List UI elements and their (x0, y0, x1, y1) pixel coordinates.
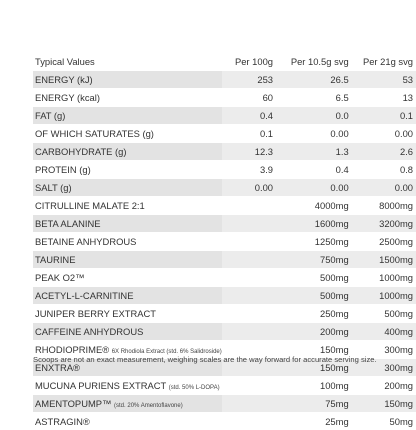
value-per-10-5g-serving: 1.3 (276, 143, 352, 161)
table-row (33, 107, 416, 125)
ingredient-name (33, 161, 222, 179)
value-per-21g-serving: 300mg (352, 341, 416, 359)
header-per-100g: Per 100g (222, 54, 276, 71)
ingredient-label: JUNIPER BERRY EXTRACT (35, 308, 156, 319)
ingredient-label: BETAINE ANHYDROUS (35, 236, 136, 247)
value-per-10-5g-serving: 0.00 (276, 125, 352, 143)
value-per-10-5g-serving: 250mg (276, 305, 352, 323)
value-per-21g-serving: 0.1 (352, 107, 416, 125)
ingredient-name (33, 377, 222, 395)
table-row (33, 377, 416, 395)
value-per-10-5g-serving: 200mg (276, 323, 352, 341)
value-per-100g (222, 323, 276, 341)
table-row (33, 251, 416, 269)
table-row (33, 89, 416, 107)
serving-size-footnote: Scoops are not an exact measurement, weighing scales are the way forward for accurate serving size. (33, 355, 393, 364)
ingredient-label: MUCUNA PURIENS EXTRACT (35, 380, 166, 391)
table-row (33, 215, 416, 233)
value-per-100g: 12.3 (222, 143, 276, 161)
value-per-10-5g-serving: 150mg (276, 341, 352, 359)
value-per-21g-serving: 0.8 (352, 161, 416, 179)
value-per-100g (222, 395, 276, 413)
value-per-100g: 0.1 (222, 125, 276, 143)
ingredient-label: ENERGY (kJ) (35, 74, 93, 85)
ingredient-label: RHODIOPRIME® (35, 344, 109, 355)
ingredient-label: ENERGY (kcal) (35, 92, 100, 103)
ingredient-label: CARBOHYDRATE (g) (35, 146, 127, 157)
ingredient-name (33, 287, 222, 305)
value-per-10-5g-serving: 500mg (276, 269, 352, 287)
table-row (33, 395, 416, 413)
ingredient-name (33, 179, 222, 197)
value-per-21g-serving: 400mg (352, 323, 416, 341)
value-per-21g-serving: 1500mg (352, 251, 416, 269)
value-per-10-5g-serving: 26.5 (276, 71, 352, 89)
value-per-10-5g-serving: 4000mg (276, 197, 352, 215)
ingredient-name (33, 71, 222, 89)
ingredient-label: ENXTRA® (35, 362, 80, 373)
value-per-100g (222, 197, 276, 215)
ingredient-name (33, 323, 222, 341)
table-row (33, 305, 416, 323)
nutrition-table (33, 54, 416, 430)
value-per-100g (222, 413, 276, 430)
value-per-10-5g-serving: 750mg (276, 251, 352, 269)
value-per-10-5g-serving: 6.5 (276, 89, 352, 107)
table-row (33, 161, 416, 179)
table-row (33, 287, 416, 305)
table-row (33, 179, 416, 197)
value-per-21g-serving: 150mg (352, 395, 416, 413)
table-row (33, 125, 416, 143)
ingredient-label: SALT (g) (35, 182, 72, 193)
header-per-10-5g-serving: Per 10.5g svg (276, 54, 352, 71)
value-per-21g-serving: 1000mg (352, 287, 416, 305)
value-per-10-5g-serving: 1250mg (276, 233, 352, 251)
value-per-21g-serving: 8000mg (352, 197, 416, 215)
ingredient-label: CITRULLINE MALATE 2:1 (35, 200, 145, 211)
ingredient-name (33, 197, 222, 215)
ingredient-name (33, 233, 222, 251)
ingredient-label: AMENTOPUMP™ (35, 398, 111, 409)
ingredient-note: (std. 20% Amentoflavone) (114, 403, 183, 409)
table-row (33, 269, 416, 287)
ingredient-name (33, 125, 222, 143)
value-per-21g-serving: 0.00 (352, 179, 416, 197)
table-row (33, 143, 416, 161)
value-per-21g-serving: 500mg (352, 305, 416, 323)
ingredient-name (33, 89, 222, 107)
ingredient-name (33, 107, 222, 125)
value-per-21g-serving: 1000mg (352, 269, 416, 287)
value-per-10-5g-serving: 100mg (276, 377, 352, 395)
ingredient-name (33, 251, 222, 269)
ingredient-name (33, 305, 222, 323)
value-per-100g (222, 233, 276, 251)
value-per-21g-serving: 200mg (352, 377, 416, 395)
value-per-100g (222, 269, 276, 287)
value-per-100g (222, 377, 276, 395)
value-per-100g: 60 (222, 89, 276, 107)
table-row (33, 413, 416, 430)
value-per-100g: 3.9 (222, 161, 276, 179)
ingredient-label: ASTRAGIN® (35, 416, 90, 427)
ingredient-label: PEAK O2™ (35, 272, 85, 283)
value-per-100g: 0.4 (222, 107, 276, 125)
ingredient-note: (std. 50% L-DOPA) (169, 385, 220, 391)
value-per-10-5g-serving: 0.0 (276, 107, 352, 125)
value-per-21g-serving: 50mg (352, 413, 416, 430)
ingredient-name (33, 395, 222, 413)
ingredient-label: BETA ALANINE (35, 218, 100, 229)
value-per-100g: 0.00 (222, 179, 276, 197)
value-per-21g-serving: 53 (352, 71, 416, 89)
ingredient-label: ACETYL-L-CARNITINE (35, 290, 133, 301)
value-per-21g-serving: 300mg (352, 359, 416, 377)
value-per-100g (222, 215, 276, 233)
table-row (33, 233, 416, 251)
ingredient-name (33, 215, 222, 233)
ingredient-label: CAFFEINE ANHYDROUS (35, 326, 143, 337)
header-typical-values: Typical Values (33, 54, 222, 71)
ingredient-note: 6X Rhodiola Extract (std. 6% Salidroside) (112, 349, 222, 355)
value-per-10-5g-serving: 25mg (276, 413, 352, 430)
ingredient-name (33, 143, 222, 161)
table-row (33, 71, 416, 89)
ingredient-label: PROTEIN (g) (35, 164, 91, 175)
value-per-21g-serving: 0.00 (352, 125, 416, 143)
table-header-row (33, 54, 416, 71)
ingredient-name (33, 269, 222, 287)
value-per-100g (222, 305, 276, 323)
value-per-10-5g-serving: 0.4 (276, 161, 352, 179)
value-per-100g (222, 287, 276, 305)
value-per-10-5g-serving: 1600mg (276, 215, 352, 233)
value-per-21g-serving: 3200mg (352, 215, 416, 233)
table-row (33, 323, 416, 341)
value-per-21g-serving: 2500mg (352, 233, 416, 251)
ingredient-label: OF WHICH SATURATES (g) (35, 128, 154, 139)
ingredient-label: TAURINE (35, 254, 75, 265)
value-per-10-5g-serving: 0.00 (276, 179, 352, 197)
ingredient-label: FAT (g) (35, 110, 65, 121)
value-per-100g (222, 251, 276, 269)
value-per-100g: 253 (222, 71, 276, 89)
value-per-10-5g-serving: 150mg (276, 359, 352, 377)
value-per-21g-serving: 2.6 (352, 143, 416, 161)
value-per-10-5g-serving: 500mg (276, 287, 352, 305)
header-per-21g-serving: Per 21g svg (352, 54, 416, 71)
value-per-10-5g-serving: 75mg (276, 395, 352, 413)
table-row (33, 197, 416, 215)
value-per-21g-serving: 13 (352, 89, 416, 107)
ingredient-name (33, 413, 222, 430)
